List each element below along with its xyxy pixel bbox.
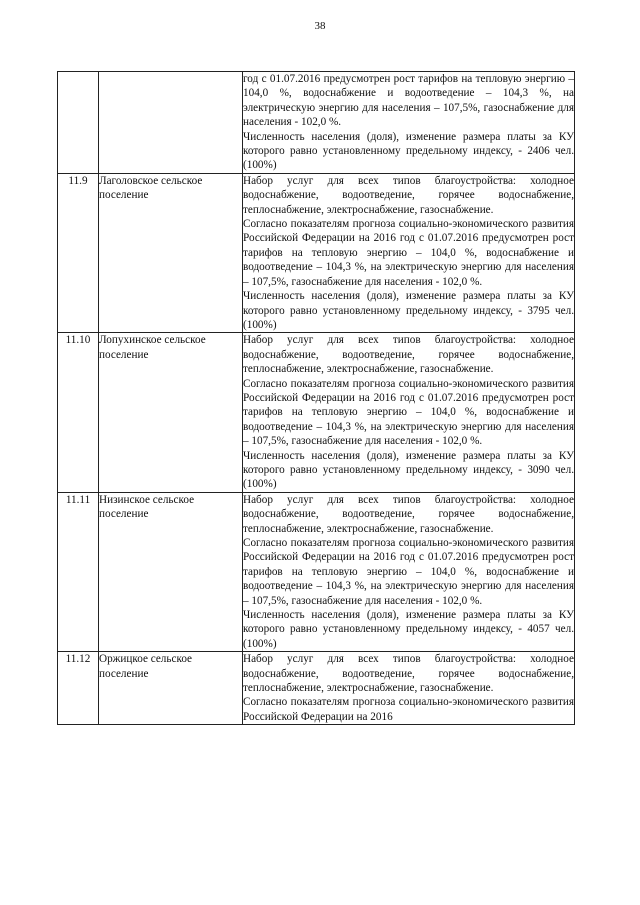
page-number: 38 (314, 20, 326, 32)
description-paragraph: Численность населения (доля), изменение размера платы за КУ которого равно установленному предельному индексу, - 3795 чел. (100%) (243, 290, 574, 331)
description-paragraph: Численность населения (доля), изменение размера платы за КУ которого равно установленному предельному индексу, - 4057 чел. (100%) (243, 609, 574, 650)
settlement-name: Низинское сельское поселение (99, 492, 243, 651)
settlement-name (99, 72, 243, 174)
row-description (243, 333, 575, 492)
row-number: 11.9 (58, 173, 99, 332)
table-row (58, 173, 575, 332)
description-paragraph: Согласно показателям прогноза социально-экономического развития Российской Федерации на 2016 год с 01.07.2016 предусмотрен рост тарифов на тепловую энергию – 104,0 %, водоснабжение и водоотведение – 104,3 %, на электрическую энергию для населения – 107,5%, газоснабжение для населения - 102,0 %. (243, 377, 574, 448)
description-paragraph: Численность населения (доля), изменение размера платы за КУ которого равно установленному предельному индексу, - 2406 чел. (100%) (243, 130, 574, 172)
table-row (58, 652, 575, 725)
description-paragraph: Набор услуг для всех типов благоустройства: холодное водоснабжение, водоотведение, горячее водоснабжение, теплоснабжение, электроснабжение, газоснабжение. (243, 653, 574, 695)
description-paragraph: Согласно показателям прогноза социально-экономического развития Российской Федерации на 2016 год с 01.07.2016 предусмотрен рост тарифов на тепловую энергию – 104,0 %, водоснабжение и водоотведение – 104,3 %, на электрическую энергию для населения – 107,5%, газоснабжение для населения - 102,0 %. (243, 218, 574, 288)
description-paragraph: Согласно показателям прогноза социально-экономического развития Российской Федерации на 2016 год с 01.07.2016 предусмотрен рост тарифов на тепловую энергию – 104,0 %, водоснабжение и водоотведение – 104,3 %, на электрическую энергию для населения – 107,5%, газоснабжение для населения - 102,0 %. (243, 537, 574, 607)
table-row (58, 492, 575, 651)
settlement-name: Лаголовское сельское поселение (99, 173, 243, 332)
settlements-table (57, 71, 575, 725)
description-paragraph: год с 01.07.2016 предусмотрен рост тарифов на тепловую энергию – 104,0 %, водоснабжение и водоотведение – 104,3 %, на электрическую энергию для населения – 107,5%, газоснабжение для населения - 102,0 %. (243, 73, 574, 129)
row-number: 11.11 (58, 492, 99, 651)
settlement-name: Оржицкое сельское поселение (99, 652, 243, 725)
row-description (243, 173, 575, 332)
row-number: 11.10 (58, 333, 99, 492)
description-paragraph: Согласно показателям прогноза социально-экономического развития Российской Федерации на 2016 (243, 696, 574, 723)
row-number: 11.12 (58, 652, 99, 725)
description-paragraph: Набор услуг для всех типов благоустройства: холодное водоснабжение, водоотведение, горячее водоснабжение, теплоснабжение, электроснабжение, газоснабжение. (243, 334, 574, 376)
table-row (58, 72, 575, 174)
row-description (243, 492, 575, 651)
row-description (243, 72, 575, 174)
description-paragraph: Численность населения (доля), изменение размера платы за КУ которого равно установленному предельному индексу, - 3090 чел. (100%) (243, 449, 574, 491)
row-description (243, 652, 575, 725)
description-paragraph: Набор услуг для всех типов благоустройства: холодное водоснабжение, водоотведение, горячее водоснабжение, теплоснабжение, электроснабжение, газоснабжение. (243, 493, 574, 535)
description-paragraph: Набор услуг для всех типов благоустройства: холодное водоснабжение, водоотведение, горячее водоснабжение, теплоснабжение, электроснабжение, газоснабжение. (243, 174, 574, 216)
row-number (58, 72, 99, 174)
table-row (58, 333, 575, 492)
settlement-name: Лопухинское сельское поселение (99, 333, 243, 492)
